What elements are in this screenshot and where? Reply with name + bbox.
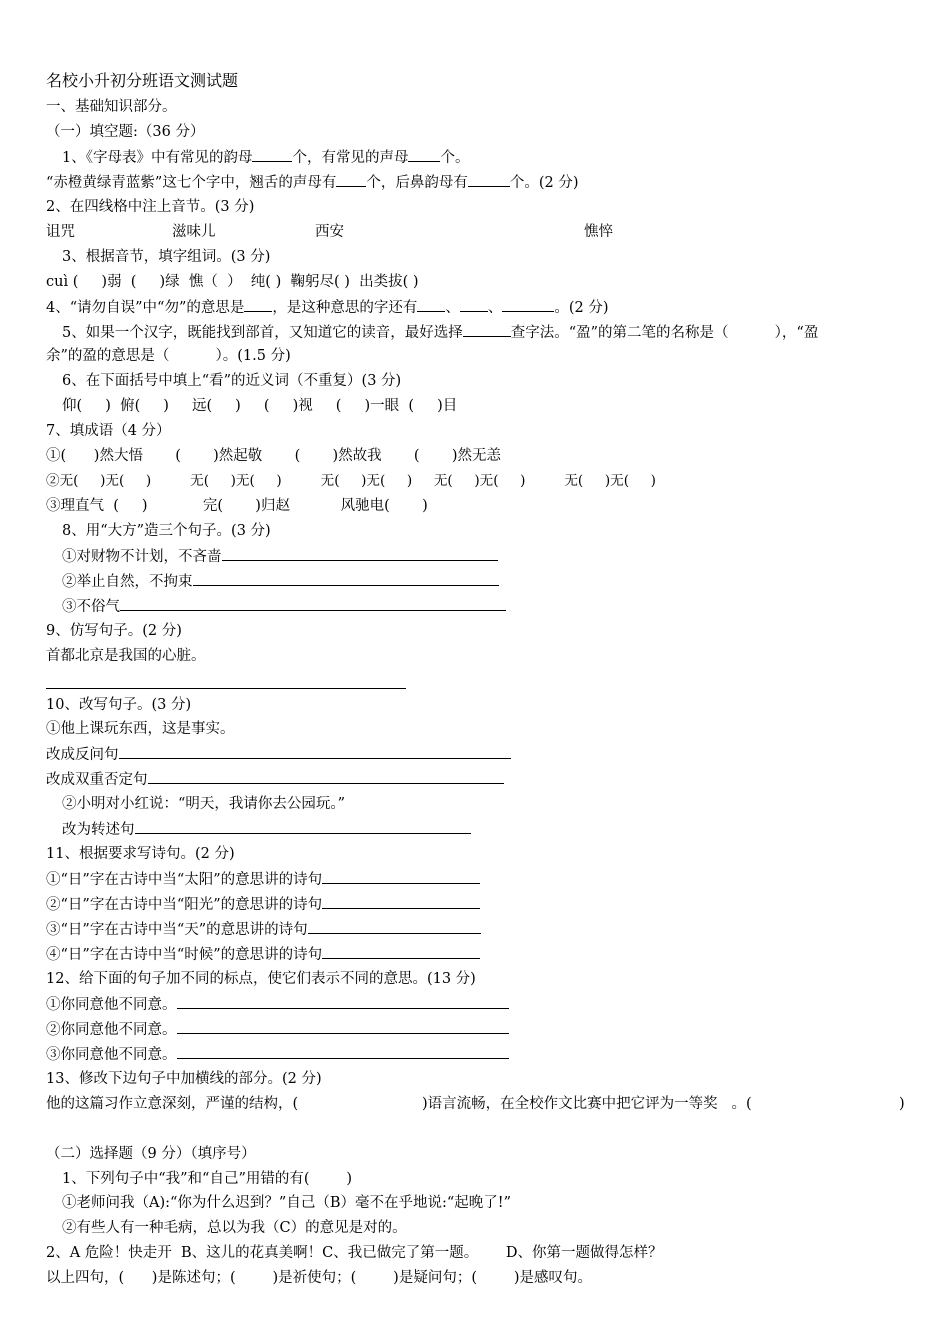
q5-text-a: 5、如果一个汉字，既能找到部首，又知道它的读音，最好选择: [62, 325, 463, 341]
blank: [460, 297, 488, 312]
question-7-row-2: ②无( )无( ) 无( )无( ) 无( )无( ) 无( )无( ) 无( )无( ): [46, 473, 656, 489]
question-1: [62, 147, 469, 168]
question-12-item-2: [46, 1019, 509, 1040]
q8-3-text: ③不俗气: [62, 599, 120, 615]
q1-text-c: 个。: [440, 150, 470, 166]
question-7: 7、填成语（4 分）: [46, 423, 171, 439]
answer-line: [322, 869, 480, 884]
answer-line: [222, 546, 498, 561]
answer-line: [322, 944, 480, 959]
answer-line: [177, 1044, 509, 1059]
question-13: 13、修改下边句子中加横线的部分。(2 分): [46, 1071, 322, 1087]
answer-line: [119, 744, 511, 759]
answer-line: [308, 919, 481, 934]
document-title: 名校小升初分班语文测试题: [46, 71, 239, 90]
word-qiaocui: 憔悴: [584, 224, 613, 240]
answer-line: [193, 571, 499, 586]
question-5-cont: 余”的盈的意思是（ ）。(1.5 分): [46, 348, 291, 364]
question-13-sentence-b: )语言流畅，在全校作文比赛中把它评为一等奖 。(: [422, 1096, 752, 1112]
q11-3-text: ③“日”字在古诗中当“天”的意思讲的诗句: [46, 922, 308, 938]
question-10-double-negative: [46, 769, 504, 790]
question-4: [46, 297, 609, 318]
question-11: 11、根据要求写诗句。(2 分): [46, 846, 235, 862]
subsection-fill-blank: （一）填空题:（36 分）: [46, 124, 205, 140]
blank: [417, 297, 445, 312]
word-ziweier: 滋味儿: [172, 224, 216, 240]
blank: [252, 147, 292, 162]
answer-line: [46, 688, 406, 689]
q8-1-text: ①对财物不计划，不吝啬: [62, 549, 222, 565]
answer-line: [177, 994, 509, 1009]
q4-text-c: 、: [445, 300, 460, 316]
q1-text-b: 个，有常见的声母: [292, 150, 409, 166]
question-7-row-1: ①( )然大悟 ( )然起敬 ( )然故我 ( )然无恙: [46, 448, 501, 464]
subsection-multiple-choice: （二）选择题（9 分）（填序号）: [46, 1146, 256, 1162]
q12-2-text: ②你同意他不同意。: [46, 1022, 177, 1038]
q8-2-text: ②举止自然，不拘束: [62, 574, 193, 590]
q4-text-a: 4、“请勿自误”中“勿”的意思是: [46, 300, 245, 316]
q4-text-d: 、: [487, 300, 503, 316]
question-10-sentence-2: ②小明对小红说：“明天，我请你去公园玩。”: [62, 796, 346, 812]
question-11-item-3: [46, 919, 481, 940]
question-8-item-1: [62, 546, 498, 567]
question-9-sentence: 首都北京是我国的心脏。: [46, 648, 206, 664]
q1b-text-a: “赤橙黄绿青蓝紫”这七个字中，翘舌的声母有: [46, 175, 337, 191]
question-13-sentence-c: ): [899, 1096, 905, 1112]
question-6: 6、在下面括号中填上“看”的近义词（不重复）(3 分): [62, 373, 402, 389]
choice-question-1-item-2: ②有些人有一种毛病，总以为我（C）的意见是对的。: [62, 1220, 407, 1236]
question-12-item-3: [46, 1044, 509, 1065]
blank: [468, 172, 510, 187]
answer-line: [322, 894, 480, 909]
question-8-item-2: [62, 571, 499, 592]
question-11-item-4: [46, 944, 480, 965]
question-6-items: 仰( ) 俯( ) 远( ) ( )视 ( )一眼 ( )目: [62, 398, 458, 414]
question-13-sentence-a: 他的这篇习作立意深刻，严谨的结构，(: [46, 1096, 299, 1112]
blank: [408, 147, 440, 162]
question-11-item-2: [46, 894, 480, 915]
blank: [463, 322, 511, 337]
choice-question-2: 2、A 危险！快走开 B、这儿的花真美啊！C、我已做完了第一题。 D、你第一题做得怎样？: [46, 1245, 663, 1261]
question-3-items: cuì ( )弱 ( )绿 憔（ ） 纯( ) 鞠躬尽( ) 出类拔( ): [46, 274, 419, 290]
question-11-item-1: [46, 869, 480, 890]
question-8-item-3: [62, 596, 506, 617]
q1b-text-b: 个，后鼻韵母有: [366, 175, 468, 191]
q10-rhetorical-text: 改成反问句: [46, 747, 119, 763]
question-7-row-3: ③理直气 ( ) 完( )归赵 风驰电( ): [46, 498, 428, 514]
word-xian: 西安: [315, 224, 344, 240]
q5-text-b: 查字法。“盈”的第二笔的名称是（ ），“盈: [510, 325, 819, 341]
question-12-item-1: [46, 994, 509, 1015]
answer-line: [120, 596, 506, 611]
blank: [336, 172, 366, 187]
question-10-rhetorical: [46, 744, 511, 765]
q12-1-text: ①你同意他不同意。: [46, 997, 177, 1013]
question-1-cont: [46, 172, 578, 193]
question-3: 3、根据音节，填字组词。(3 分): [62, 249, 271, 265]
choice-question-1-item-1: ①老师问我（A):“你为什么迟到？”自己（B）毫不在乎地说:“起晚了!”: [62, 1195, 512, 1211]
question-8: 8、用“大方”造三个句子。(3 分): [62, 523, 271, 539]
question-2: 2、在四线格中注上音节。(3 分): [46, 199, 255, 215]
q1-text-a: 1、《字母表》中有常见的韵母: [62, 150, 253, 166]
question-5: [62, 322, 818, 343]
q4-text-e: 。(2 分): [554, 300, 609, 316]
q11-1-text: ①“日”字在古诗中当“太阳”的意思讲的诗句: [46, 872, 323, 888]
answer-line: [177, 1019, 509, 1034]
blank: [244, 297, 272, 312]
question-9: 9、仿写句子。(2 分): [46, 623, 182, 639]
question-10-sentence-1: ①他上课玩东西，这是事实。: [46, 721, 235, 737]
choice-question-1: 1、下列句子中“我”和“自己”用错的有( ): [62, 1171, 353, 1187]
section-heading-basics: 一、基础知识部分。: [46, 99, 177, 115]
question-12: 12、给下面的句子加不同的标点，使它们表示不同的意思。(13 分): [46, 971, 476, 987]
q10-indirect-text: 改为转述句: [62, 822, 135, 838]
answer-line: [148, 769, 504, 784]
answer-line: [135, 819, 471, 834]
q12-3-text: ③你同意他不同意。: [46, 1047, 177, 1063]
q4-text-b: ，是这种意思的字还有: [272, 300, 418, 316]
q11-4-text: ④“日”字在古诗中当“时候”的意思讲的诗句: [46, 947, 323, 963]
q10-double-negative-text: 改成双重否定句: [46, 772, 148, 788]
q1b-text-c: 个。(2 分): [509, 175, 579, 191]
blank: [502, 297, 554, 312]
question-10: 10、改写句子。(3 分): [46, 697, 192, 713]
word-zuzhou: 诅咒: [46, 224, 75, 240]
q11-2-text: ②“日”字在古诗中当“阳光”的意思讲的诗句: [46, 897, 323, 913]
choice-question-2-answers: 以上四句，( )是陈述句；( )是祈使句；( )是疑问句；( )是感叹句。: [46, 1270, 593, 1286]
question-10-indirect: [62, 819, 471, 840]
